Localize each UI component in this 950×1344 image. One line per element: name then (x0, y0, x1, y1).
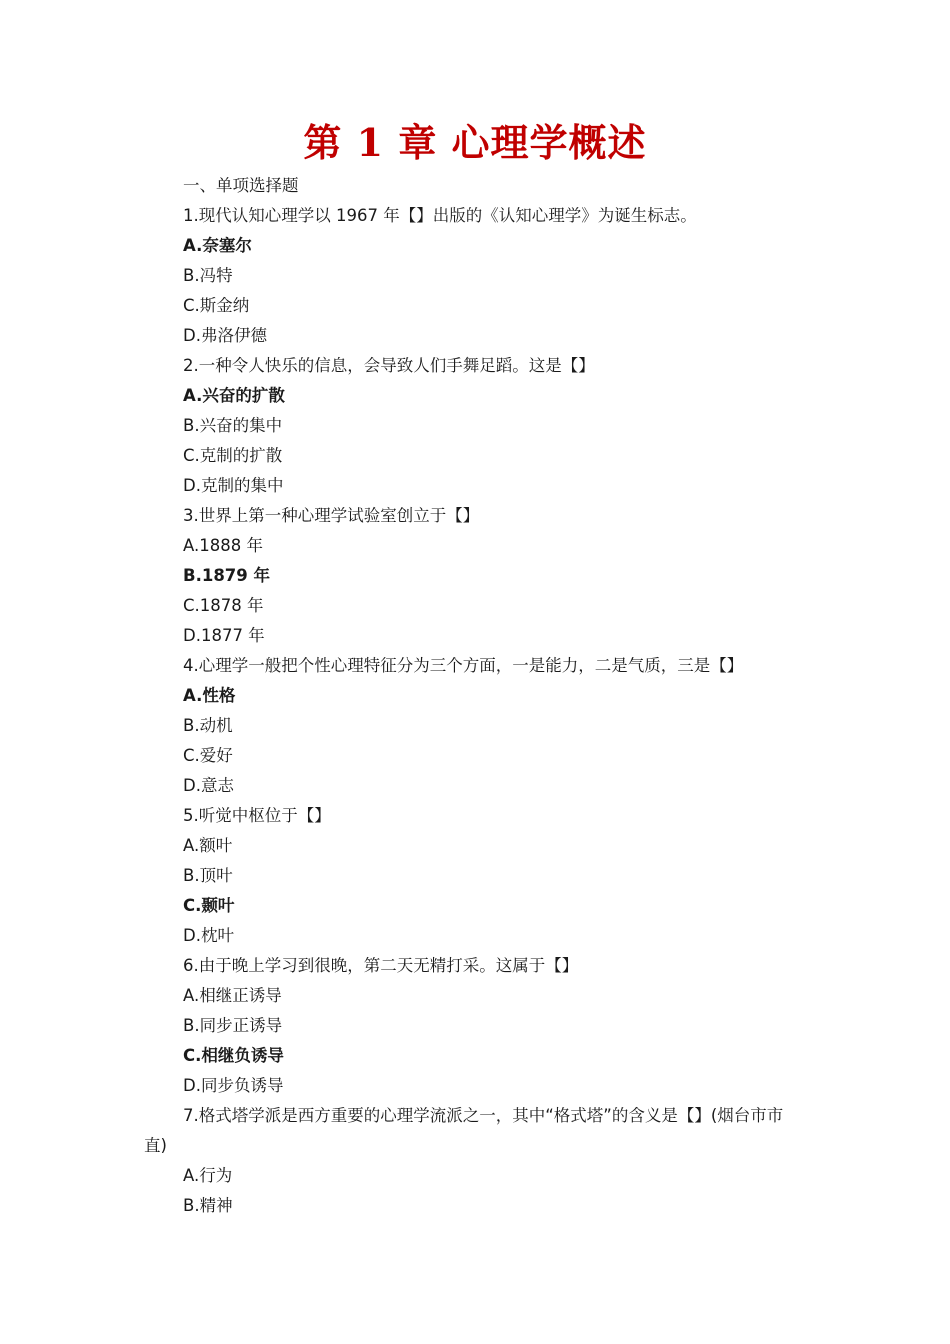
text-line: 一、单项选择题 (183, 176, 299, 195)
text-line: B.精神 (183, 1196, 233, 1215)
text-line: 3.世界上第一种心理学试验室创立于【】 (183, 506, 480, 525)
text-line: A.相继正诱导 (183, 986, 282, 1005)
text-line: C.斯金纳 (183, 296, 250, 315)
answer-line: C.颞叶 (183, 896, 235, 915)
answer-line: A.兴奋的扩散 (183, 386, 285, 405)
text-line: B.兴奋的集中 (183, 416, 283, 435)
text-line: 5.听觉中枢位于【】 (183, 806, 331, 825)
text-line: 1.现代认知心理学以 1967 年【】出版的《认知心理学》为诞生标志。 (183, 206, 697, 225)
text-line: B.顶叶 (183, 866, 233, 885)
text-line: B.同步正诱导 (183, 1016, 283, 1035)
text-line: 6.由于晚上学习到很晚，第二天无精打采。这属于【】 (183, 956, 579, 975)
text-line: D.1877 年 (183, 626, 265, 645)
text-line: D.意志 (183, 776, 234, 795)
answer-line: B.1879 年 (183, 566, 271, 585)
text-line: C.克制的扩散 (183, 446, 283, 465)
text-line: C.爱好 (183, 746, 233, 765)
text-line: D.克制的集中 (183, 476, 284, 495)
text-line: A.额叶 (183, 836, 233, 855)
answer-line: A.性格 (183, 686, 236, 705)
question-list (144, 171, 806, 1221)
answer-line: A.奈塞尔 (183, 236, 252, 255)
chapter-title: 第 1 章 心理学概述 (303, 120, 647, 165)
text-line: 2.一种令人快乐的信息，会导致人们手舞足蹈。这是【】 (183, 356, 595, 375)
text-line: D.同步负诱导 (183, 1076, 284, 1095)
text-line: D.枕叶 (183, 926, 234, 945)
text-line: A.1888 年 (183, 536, 263, 555)
answer-line: C.相继负诱导 (183, 1046, 284, 1065)
text-line: C.1878 年 (183, 596, 264, 615)
text-line: B.冯特 (183, 266, 233, 285)
text-line: B.动机 (183, 716, 233, 735)
text-line: 7.格式塔学派是西方重要的心理学流派之一，其中“格式塔”的含义是【】(烟台市市直) (144, 1106, 784, 1155)
text-line: D.弗洛伊德 (183, 326, 267, 345)
text-line: 4.心理学一般把个性心理特征分为三个方面，一是能力，二是气质，三是【】 (183, 656, 744, 675)
text-line: A.行为 (183, 1166, 233, 1185)
